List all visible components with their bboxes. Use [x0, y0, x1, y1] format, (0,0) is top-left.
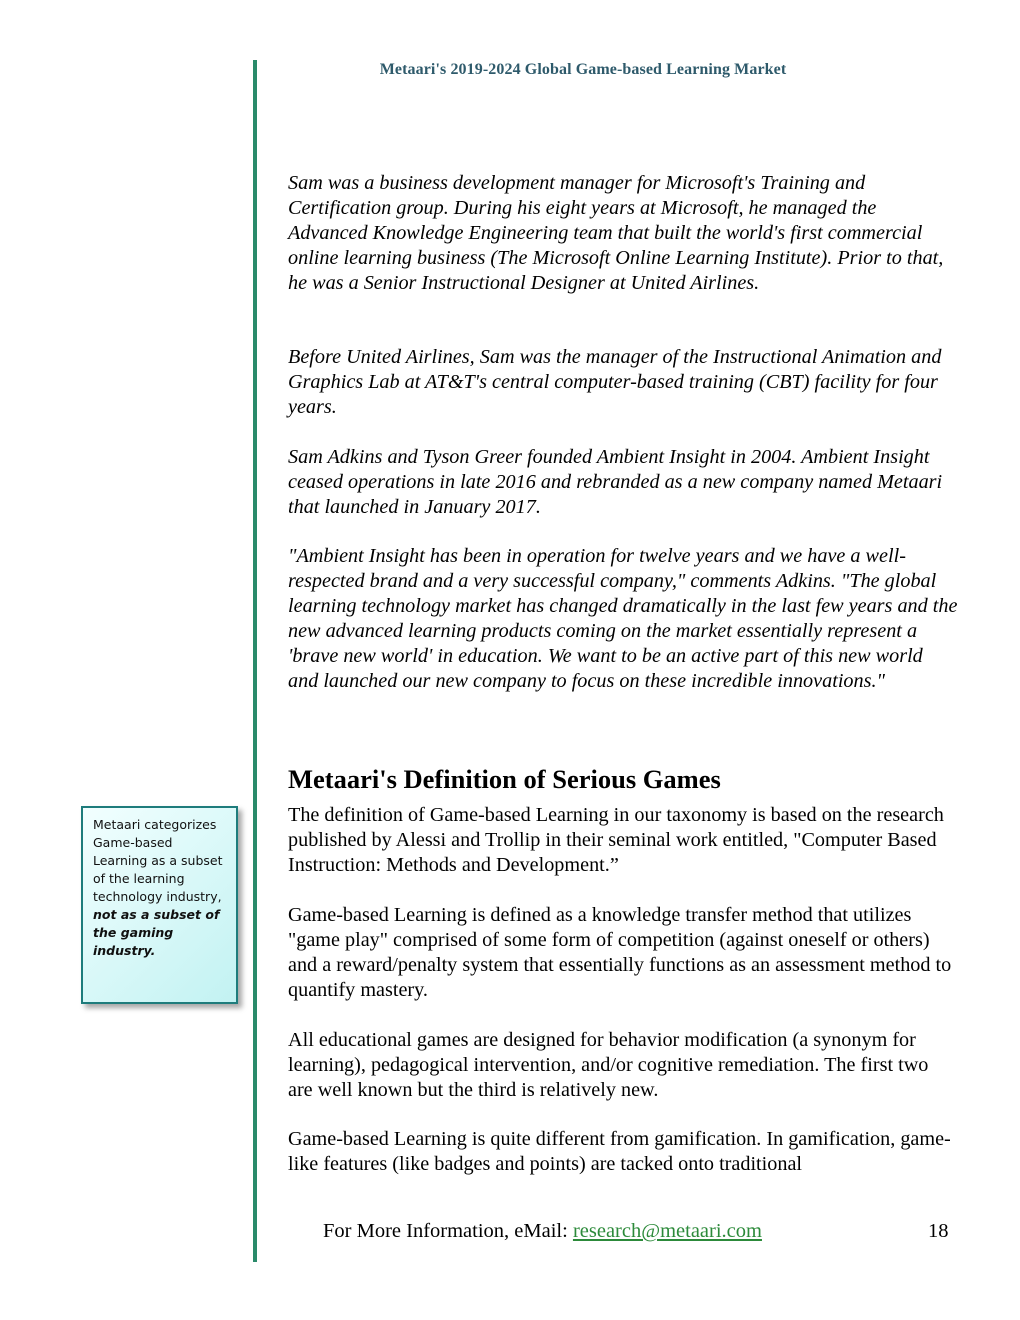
running-header: Metaari's 2019-2024 Global Game-based Learning Market: [379, 61, 787, 78]
section-paragraph-1: The definition of Game-based Learning in our taxonomy is based on the research published by Alessi and Trollip in their seminal work entitled, "Computer Based Instruction: Methods and Development.”: [288, 804, 944, 876]
footer: [323, 1220, 762, 1243]
sidebar-text: Metaari categorizes Game-based Learning as a subset of the learning technology industry,: [93, 817, 223, 904]
section-heading: Metaari's Definition of Serious Games: [288, 764, 721, 794]
sidebar-callout: [81, 806, 238, 1004]
section-paragraph-3: All educational games are designed for behavior modification (a synonym for learning), pedagogical intervention, and/or cognitive remediation. The first two are well known but the third is relatively new.: [288, 1029, 929, 1101]
bio-paragraph-3: Sam Adkins and Tyson Greer founded Ambient Insight in 2004. Ambient Insight ceased operations in late 2016 and rebranded as a new company named Metaari that launched in January 2017.: [288, 446, 943, 518]
email-link[interactable]: research@metaari.com: [572, 1220, 762, 1242]
page-number: 18: [928, 1220, 949, 1242]
bio-paragraph-1: Sam was a business development manager for Microsoft's Training and Certification group. During his eight years at Microsoft, he managed the Advanced Knowledge Engineering team that built the world's first commercial online learning business (The Microsoft Online Learning Institute). Prior to that, he was a Senior Instructional Designer at United Airlines.: [288, 172, 944, 294]
section-paragraph-4: Game-based Learning is quite different from gamification. In gamification, game-like features (like badges and points) are tacked onto traditional: [288, 1128, 951, 1175]
bio-paragraph-2: Before United Airlines, Sam was the manager of the Instructional Animation and Graphics Lab at AT&T's central computer-based training (CBT) facility for four years.: [288, 346, 942, 418]
section-paragraph-2: Game-based Learning is defined as a knowledge transfer method that utilizes "game play" comprised of some form of competition (against oneself or others) and a reward/penalty system that essentially functions as an assessment method to quantify mastery.: [288, 904, 952, 1001]
margin-rule: [253, 60, 257, 1262]
sidebar-emphasis: not as a subset of the gaming industry.: [93, 907, 220, 958]
bio-paragraph-4: "Ambient Insight has been in operation for twelve years and we have a well-respected brand and a very successful company," comments Adkins. "The global learning technology market has changed dramatically in the last few years and the new advanced learning products coming on the market essentially represent a 'brave new world' in education. We want to be an active part of this new world and launched our new company to focus on these incredible innovations.": [288, 545, 958, 692]
footer-label: For More Information, eMail:: [323, 1220, 568, 1242]
